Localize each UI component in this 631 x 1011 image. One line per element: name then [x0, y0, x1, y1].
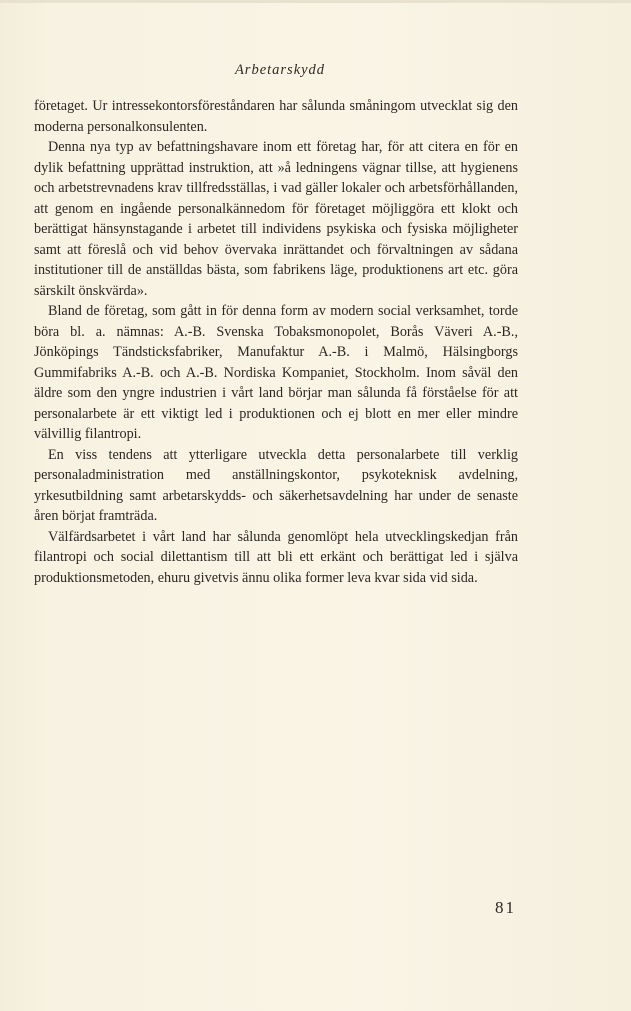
body-text [34, 96, 518, 588]
page-number: 81 [495, 898, 516, 917]
paragraph-1: företaget. Ur intressekontorsföreståndaren har sålunda småningom utvecklat sig den moderna personalkonsulenten. [34, 98, 518, 135]
paragraph-5: Välfärdsarbetet i vårt land har sålunda genomlöpt hela utvecklingskedjan från filantropi och social dilettantism till att bli ett erkänt och berättigat led i själva produktionsmetoden, ehuru givetvis ännu olika former leva kvar sida vid sida. [34, 528, 518, 586]
paragraph-2: Denna nya typ av befattningshavare inom ett företag har, för att citera en för en dylik befattning upprättad instruktion, att »å ledningens vägnar tillse, att hygienens och arbetstrevnadens krav tillfredsställas, i vad gäller lokaler och arbetsförhållanden, att genom en ingående personalkännedom för företaget möjliggöra ett klokt och berättigat hänsynstagande i arbetet till individens psykiska och fysiska möjligheter samt att föreslå och vid behov övervaka inrättandet och förvaltningen av sådana institutioner till de anställdas bästa, som fabrikens läge, produktionens art etc. göra särskilt önskvärda». [34, 139, 518, 299]
page-top-edge [0, 0, 631, 3]
paragraph-4: En viss tendens att ytterligare utveckla detta personalarbete till verklig personaladministration med anställningskontor, psykoteknisk avdelning, yrkesutbildning samt arbetarskydds- och säkerhetsavdelning har under de senaste åren börjat framträda. [34, 446, 518, 524]
paragraph-3: Bland de företag, som gått in för denna form av modern social verksamhet, torde böra bl. a. nämnas: A.-B. Svenska Tobaksmonopolet, Borås Väveri A.-B., Jönköpings Tändsticksfabriker, Manufaktur A.-B. i Malmö, Hälsingborgs Gummifabriks A.-B. och A.-B. Nordiska Kompaniet, Stockholm. Inom såväl den äldre som den yngre industrien i vårt land börjar man sålunda få förståelse för att personalarbete är ett viktigt led i produktionen och ej blott en mer eller mindre välvillig filantropi. [34, 303, 518, 442]
running-head: Arbetarskydd [234, 62, 326, 78]
